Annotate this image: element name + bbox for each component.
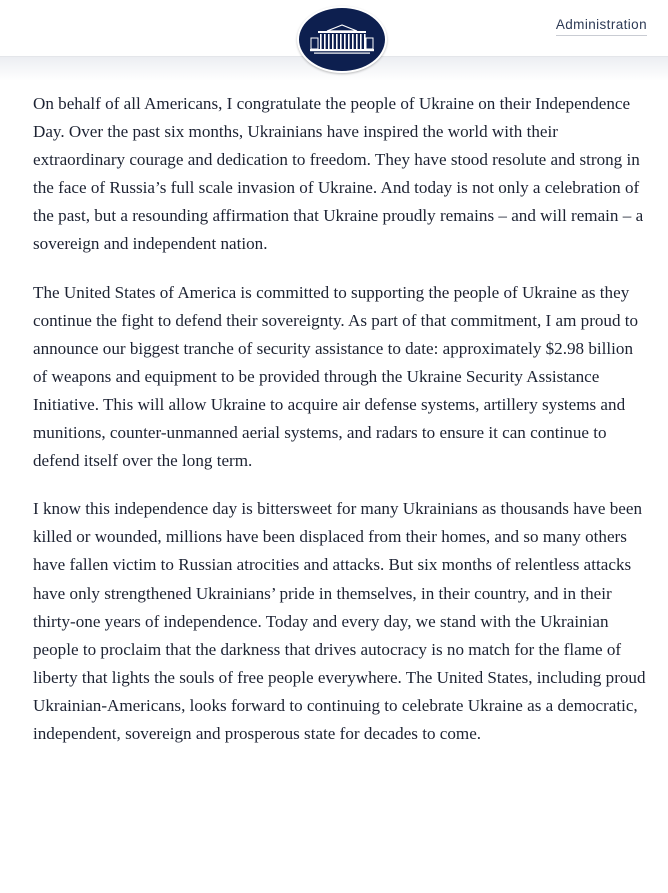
paragraph-3: I know this independence day is bittersweet for many Ukrainians as thousands have been killed or wounded, millions have been displaced from their homes, and so many others have fallen victim to Russian atrocities and attacks. But six months of relentless attacks have only strengthened Ukrainians’ pride in themselves, in their country, and in their thirty-one years of independence. Today and every day, we stand with the Ukrainian people to proclaim that the darkness that drives autocracy is no match for the flame of liberty that lights the souls of free people everywhere. The United States, including proud Ukrainian-Americans, looks forward to continuing to celebrate Ukraine as a democratic, independent, sovereign and prosperous state for decades to come. — [33, 499, 646, 743]
white-house-building-icon — [299, 8, 385, 71]
statement-body — [33, 90, 648, 768]
white-house-seal-icon[interactable] — [297, 6, 387, 73]
paragraph-2: The United States of America is committed to supporting the people of Ukraine as they continue the fight to defend their sovereignty. As part of that commitment, I am proud to announce our biggest tranche of security assistance to date: approximately $2.98 billion of weapons and equipment to be provided through the Ukraine Security Assistance Initiative. This will allow Ukraine to acquire air defense systems, artillery systems and munitions, counter-unmanned aerial systems, and radars to ensure it can continue to defend itself over the long term. — [33, 282, 639, 471]
paragraph-1: On behalf of all Americans, I congratulate the people of Ukraine on their Independence Day. Over the past six months, Ukrainians have inspired the world with their extraordinary courage and dedication to freedom. They have stood resolute and strong in the face of Russia’s full scale invasion of Ukraine. And today is not only a celebration of the past, but a resounding affirmation that Ukraine proudly remains – and will remain – a sovereign and independent nation. — [33, 94, 644, 254]
nav-administration-link[interactable]: Administration — [556, 17, 647, 36]
